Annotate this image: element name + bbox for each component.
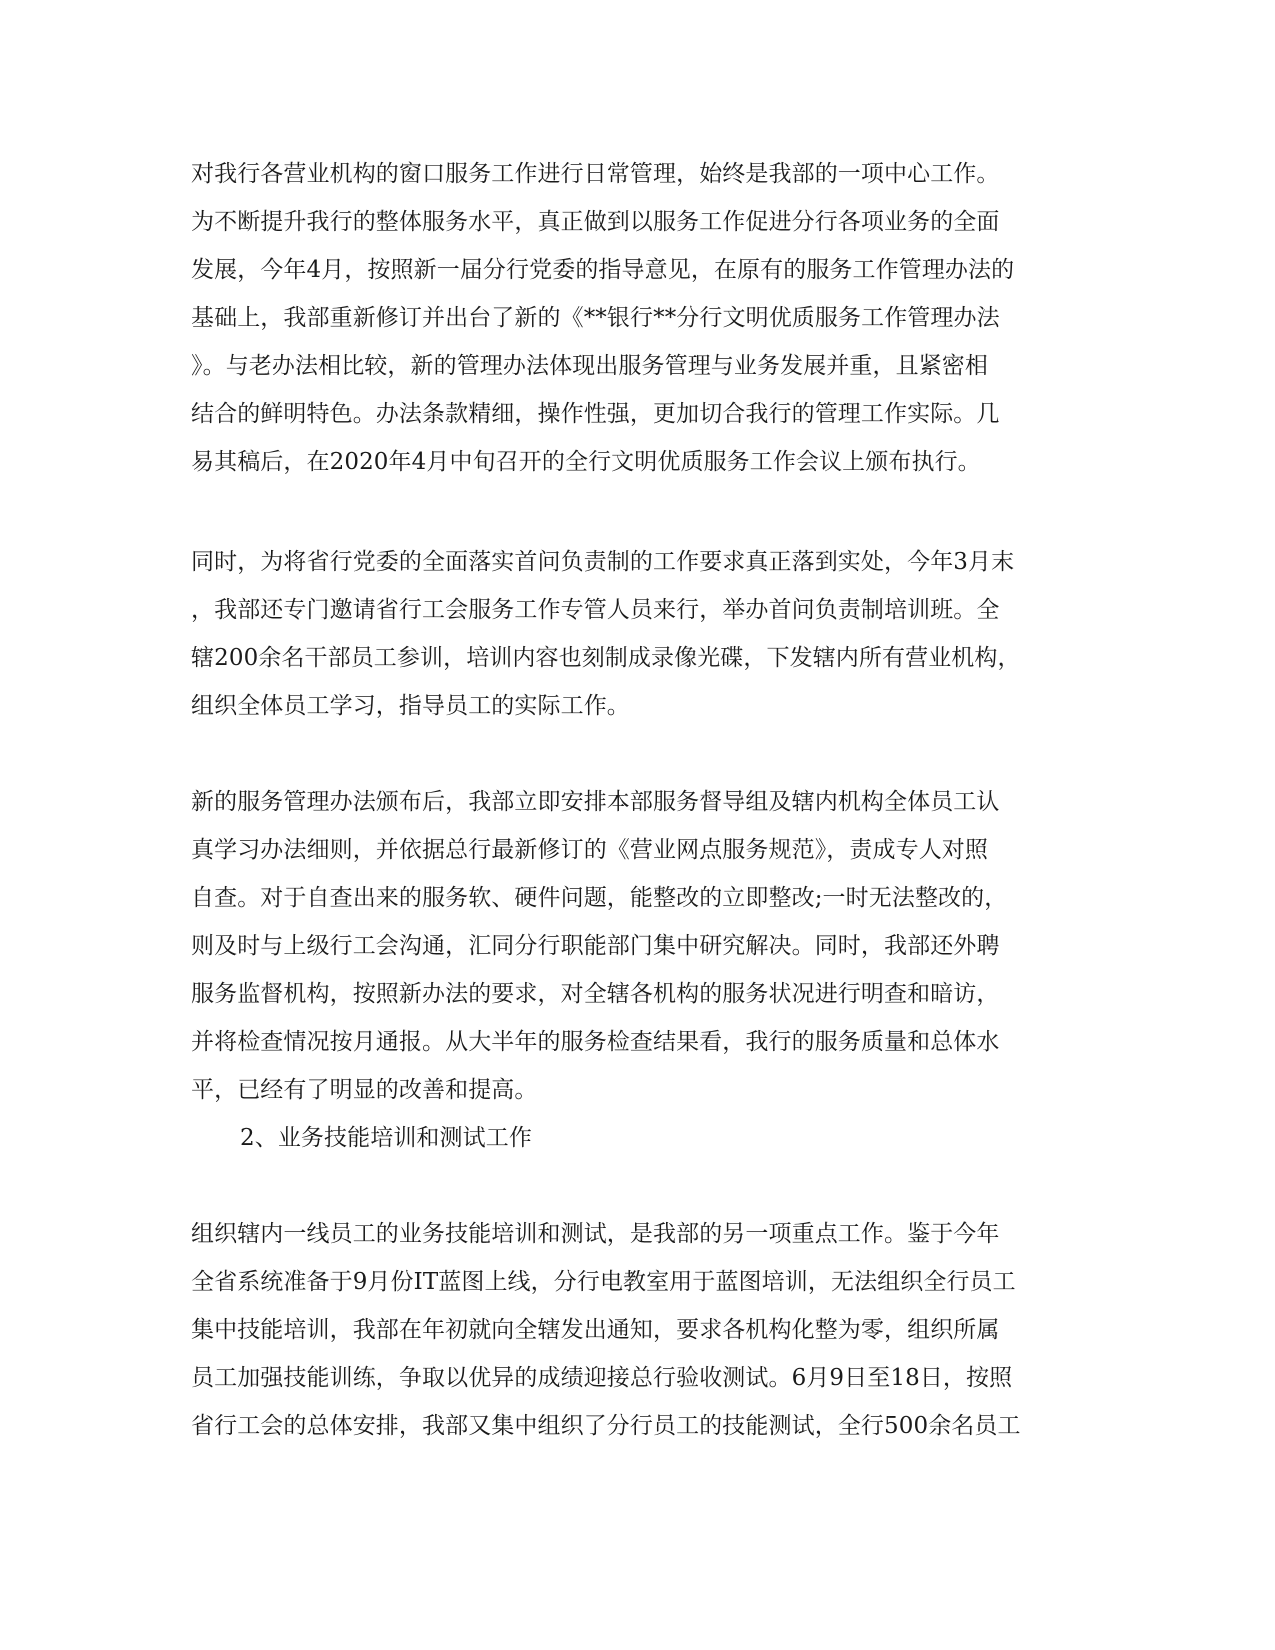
text-line: 省行工会的总体安排，我部又集中组织了分行员工的技能测试，全行500余名员工	[191, 1413, 1021, 1439]
section-heading-text: 2、业务技能培训和测试工作	[240, 1125, 532, 1151]
paragraph-window-service-management	[191, 150, 1071, 486]
text-line: 同时，为将省行党委的全面落实首问负责制的工作要求真正落到实处，今年3月末	[191, 549, 1015, 575]
text-line: 对我行各营业机构的窗口服务工作进行日常管理，始终是我部的一项中心工作。	[191, 161, 1000, 187]
text-line: 辖200余名干部员工参训，培训内容也刻制成录像光碟，下发辖内所有营业机构，	[191, 645, 1021, 671]
text-line: 新的服务管理办法颁布后，我部立即安排本部服务督导组及辖内机构全体员工认	[191, 789, 1000, 815]
text-line: 自查。对于自查出来的服务软、硬件问题，能整改的立即整改;一时无法整改的，	[191, 885, 1008, 911]
text-line: 员工加强技能训练，争取以优异的成绩迎接总行验收测试。6月9日至18日，按照	[191, 1365, 1013, 1391]
text-line: 组织全体员工学习，指导员工的实际工作。	[191, 693, 630, 719]
text-line: 集中技能培训，我部在年初就向全辖发出通知，要求各机构化整为零，组织所属	[191, 1317, 1000, 1343]
text-line: ，我部还专门邀请省行工会服务工作专管人员来行，举办首问负责制培训班。全	[191, 597, 1000, 623]
text-line: 并将检查情况按月通报。从大半年的服务检查结果看，我行的服务质量和总体水	[191, 1029, 1000, 1055]
text-line: 结合的鲜明特色。办法条款精细，操作性强，更加切合我行的管理工作实际。几	[191, 401, 1000, 427]
text-line: 易其稿后，在2020年4月中旬召开的全行文明优质服务工作会议上颁布执行。	[191, 449, 981, 475]
text-line: 平，已经有了明显的改善和提高。	[191, 1077, 538, 1103]
section-heading	[240, 1114, 1120, 1162]
text-line: 基础上，我部重新修订并出台了新的《**银行**分行文明优质服务工作管理办法	[191, 305, 1000, 331]
text-line: 真学习办法细则，并依据总行最新修订的《营业网点服务规范》，责成专人对照	[191, 837, 988, 863]
text-line: 组织辖内一线员工的业务技能培训和测试，是我部的另一项重点工作。鉴于今年	[191, 1221, 1000, 1247]
paragraph-first-responsibility-training	[191, 538, 1071, 730]
text-line: 全省系统准备于9月份IT蓝图上线，分行电教室用于蓝图培训，无法组织全行员工	[191, 1269, 1016, 1295]
text-line: 为不断提升我行的整体服务水平，真正做到以服务工作促进分行各项业务的全面	[191, 209, 1000, 235]
text-line: 则及时与上级行工会沟通，汇同分行职能部门集中研究解决。同时，我部还外聘	[191, 933, 1000, 959]
text-line: 发展，今年4月，按照新一届分行党委的指导意见，在原有的服务工作管理办法的	[191, 257, 1015, 283]
paragraph-skills-training	[191, 1210, 1071, 1450]
paragraph-service-inspection	[191, 778, 1071, 1114]
text-line: 》。与老办法相比较，新的管理办法体现出服务管理与业务发展并重，且紧密相	[191, 353, 988, 379]
text-line: 服务监督机构，按照新办法的要求，对全辖各机构的服务状况进行明查和暗访，	[191, 981, 1000, 1007]
